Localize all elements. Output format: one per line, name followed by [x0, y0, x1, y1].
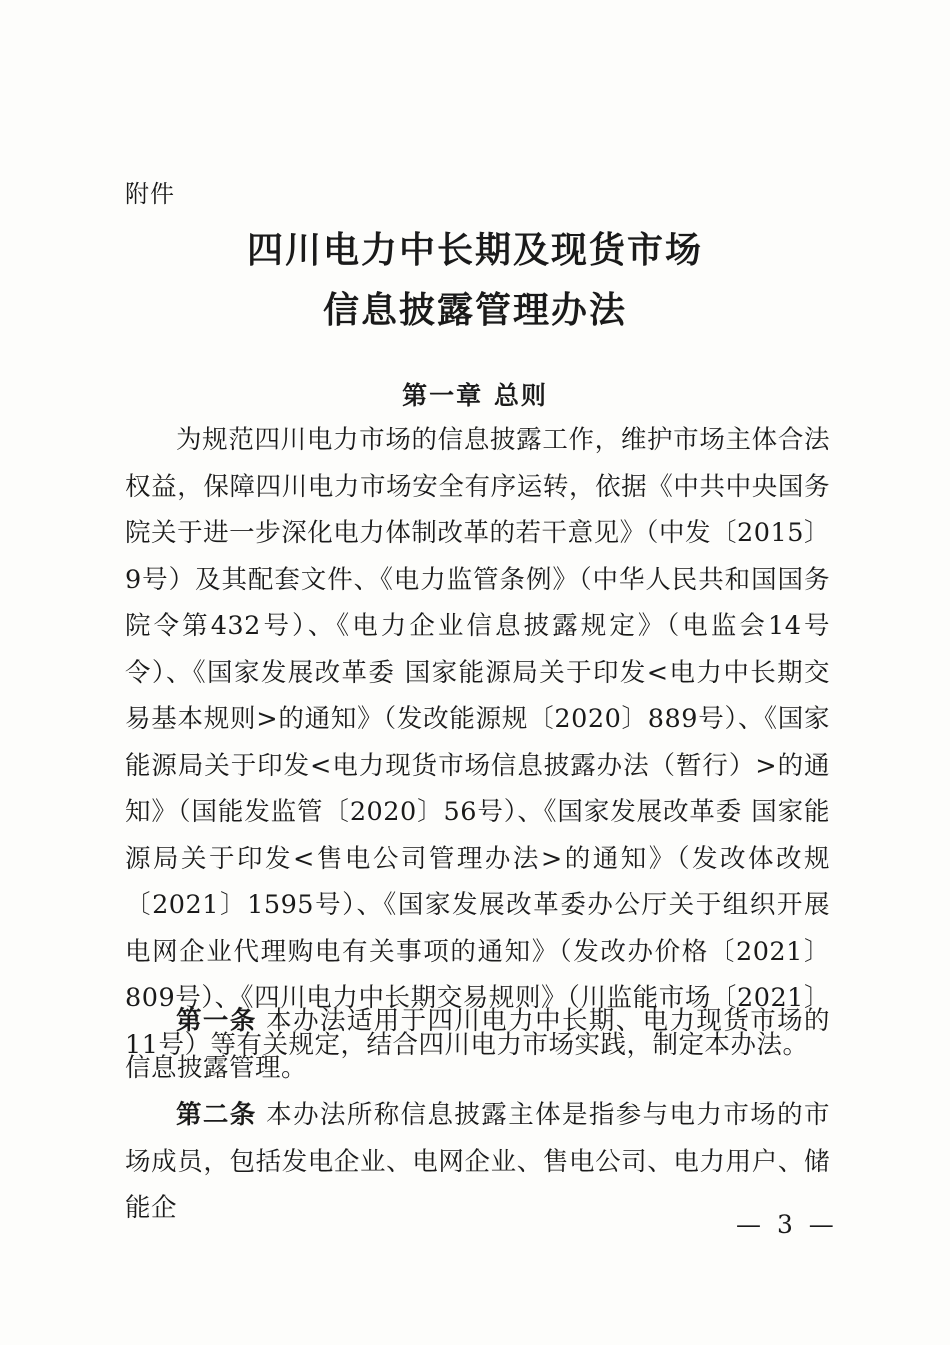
- article-1-text: 本办法适用于四川电力中长期、电力现货市场的信息披露管理。: [125, 1006, 830, 1083]
- page-number: — 3 —: [736, 1210, 838, 1239]
- chapter-heading: 第一章 总则: [402, 381, 548, 410]
- document-title-line-2: 信息披露管理办法: [322, 290, 627, 331]
- intro-paragraph: 为规范四川电力市场的信息披露工作，维护市场主体合法权益，保障四川电力市场安全有序运转，依据《中共中央国务院关于进一步深化电力体制改革的若干意见》（中发〔2015〕9号）及其配套文件、《电力监管条例》（中华人民共和国国务院令第432号）、《电力企业信息披露规定》（电监会14号令）、《国家发展改革委 国家能源局关于印发<电力中长期交易基本规则>的通知》（发改能源规〔2020〕889号）、《国家能源局关于印发<电力现货市场信息披露办法（暂行）>的通知》（国能发监管〔2020〕56号）、《国家发展改革委 国家能源局关于印发<售电公司管理办法>的通知》（发改体改规〔2021〕1595号）、《国家发展改革委办公厅关于组织开展电网企业代理购电有关事项的通知》（发改办价格〔2021〕809号）、《四川电力中长期交易规则》（川监能市场〔2021〕11号）等有关规定，结合四川电力市场实践，制定本办法。: [125, 425, 830, 1060]
- article-1-paragraph: [125, 998, 830, 1091]
- article-2-label: 第二条: [176, 1100, 257, 1130]
- document-title-line-1: 四川电力中长期及现货市场: [246, 230, 703, 271]
- article-2-paragraph: [125, 1092, 830, 1232]
- attachment-label: 附件: [125, 180, 175, 208]
- article-1-label: 第一条: [176, 1006, 257, 1036]
- article-2-text: 本办法所称信息披露主体是指参与电力市场的市场成员，包括发电企业、电网企业、售电公司、电力用户、储能企: [125, 1100, 830, 1223]
